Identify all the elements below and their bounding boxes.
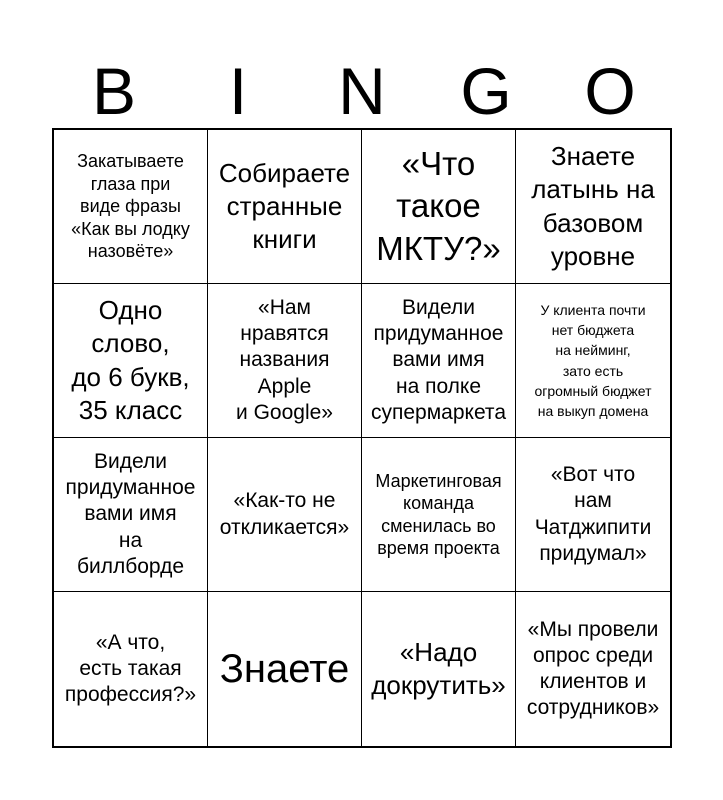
bingo-cell[interactable]: У клиента почти нет бюджета на нейминг, зато есть огромный бюджет на выкуп домена: [516, 284, 670, 438]
header-letter-b: B: [91, 54, 137, 128]
bingo-cell[interactable]: «Нам нравятся названия Apple и Google»: [208, 284, 362, 438]
bingo-cell[interactable]: Маркетинговая команда сменилась во время проекта: [362, 438, 516, 592]
bingo-cell[interactable]: «Как-то не откликается»: [208, 438, 362, 592]
bingo-cell[interactable]: «Что такое МКТУ?»: [362, 130, 516, 284]
header-letter-i: I: [228, 54, 248, 128]
bingo-cell[interactable]: «Мы провели опрос среди клиентов и сотрудников»: [526, 617, 660, 720]
bingo-cell[interactable]: Закатываете глаза при виде фразы «Как вы лодку назовёте»: [54, 130, 208, 284]
bingo-cell[interactable]: Видели придуманное вами имя на полке супермаркета: [362, 284, 516, 438]
bingo-cell[interactable]: «Вот что нам Чатджипити придумал»: [516, 438, 670, 592]
bingo-header: [52, 52, 672, 130]
bingo-cell[interactable]: Собираете странные книги: [208, 130, 362, 284]
bingo-grid: [52, 128, 672, 748]
bingo-cell[interactable]: Видели придуманное вами имя на биллборде: [54, 438, 208, 592]
header-letter-n: N: [338, 54, 386, 128]
bingo-cell[interactable]: Знаете: [208, 592, 362, 746]
bingo-cell[interactable]: «Надо докрутить»: [362, 592, 516, 746]
header-letter-g: G: [460, 54, 512, 128]
header-letter-o: O: [584, 54, 636, 128]
bingo-cell[interactable]: «А что, есть такая профессия?»: [54, 592, 208, 746]
bingo-cell[interactable]: Знаете латынь на базовом уровне: [516, 130, 670, 284]
bingo-cell[interactable]: Одно слово, до 6 букв, 35 класс: [54, 284, 208, 438]
